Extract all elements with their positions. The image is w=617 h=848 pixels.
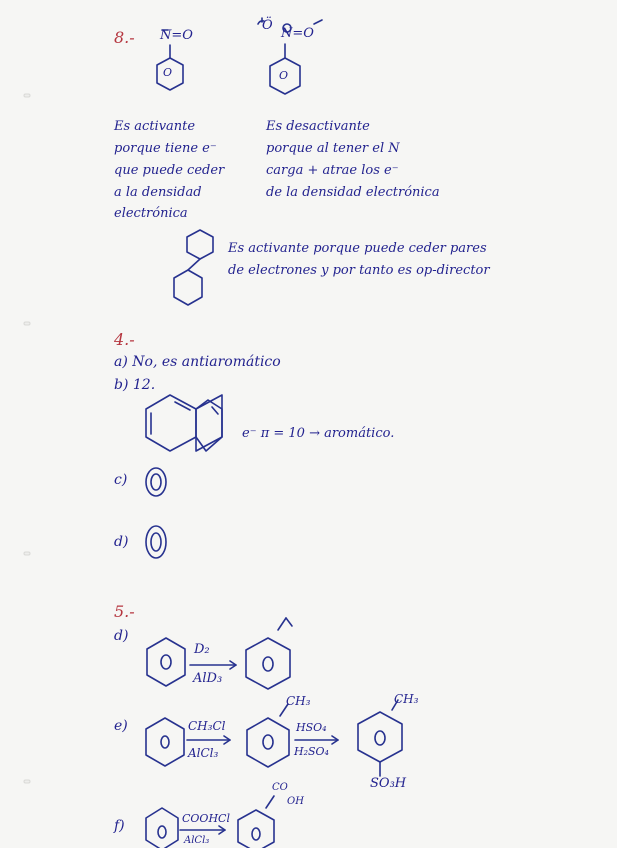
reaction-d-reagent-bottom: AlD₃ <box>193 671 223 686</box>
answer-4b: b) 12. <box>114 377 156 393</box>
reaction-e-product-ch3: CH₃ <box>286 694 311 708</box>
reaction-e-product2-ch3: CH₃ <box>394 692 419 706</box>
reaction-f-label: f) <box>114 818 125 834</box>
reaction-f-product-co: CO <box>272 782 288 793</box>
reaction-e-reagent2-bottom: H₂SO₄ <box>294 745 329 758</box>
reaction-d-reactant <box>147 638 185 686</box>
activante-line-2: porque tiene e⁻ <box>114 141 217 156</box>
binder-hole <box>24 780 30 783</box>
reaction-f-reagent-top: COOHCl <box>182 812 230 825</box>
ring-label: O <box>279 69 289 82</box>
d-structure <box>146 526 166 558</box>
naphthalene-structure <box>146 395 222 451</box>
biphenyl-line-2: de electrones y por tanto es op-director <box>228 263 490 278</box>
answer-4a: a) No, es antiaromático <box>114 354 281 370</box>
reaction-e-reagent-top: CH₃Cl <box>188 719 226 733</box>
reaction-e-product2-so3h: SO₃H <box>370 776 407 791</box>
reaction-d-reagent-top: D₂ <box>194 642 210 657</box>
ring-label: O <box>163 66 173 79</box>
reaction-e-reagent2-top: HSO₄ <box>296 721 327 734</box>
c-structure <box>146 468 166 496</box>
binder-hole <box>24 322 30 325</box>
reaction-d-label: d) <box>114 628 129 644</box>
answer-4d-label: d) <box>114 534 129 550</box>
charged-oxygen-label: Ö <box>262 18 273 33</box>
reaction-f-reactant <box>146 808 178 848</box>
reaction-f-reagent-bottom: AlCl₃ <box>184 835 210 846</box>
question-4-number: 4.- <box>114 330 135 349</box>
reaction-e-reactant <box>146 718 184 766</box>
biphenyl-line-1: Es activante porque puede ceder pares <box>228 241 487 256</box>
reaction-e-label: e) <box>114 718 128 734</box>
question-5-number: 5.- <box>114 602 135 621</box>
binder-hole <box>24 552 30 555</box>
charged-nitro-label: N=O <box>281 26 314 41</box>
biphenyl-structure <box>174 230 213 305</box>
reaction-f-product <box>238 796 274 848</box>
question-8-number: 8.- <box>114 28 135 47</box>
reaction-e-reagent-bottom: AlCl₃ <box>188 746 219 760</box>
reaction-f-product-oh: OH <box>287 796 304 807</box>
naphthalene-note: e⁻ π = 10 → aromático. <box>242 426 395 441</box>
answer-4c-label: c) <box>114 472 128 488</box>
nitroso-group-label: N=O <box>160 28 193 43</box>
reaction-e-product-2 <box>358 700 402 776</box>
activante-line-1: Es activante <box>114 119 196 134</box>
binder-hole <box>24 94 30 97</box>
activante-line-5: electrónica <box>114 206 188 221</box>
activante-line-4: a la densidad <box>114 185 202 200</box>
reaction-e-product <box>247 704 289 767</box>
reaction-d-product <box>246 618 292 689</box>
desactivante-line-4: de la densidad electrónica <box>266 185 440 200</box>
desactivante-line-3: carga + atrae los e⁻ <box>266 163 399 178</box>
desactivante-line-1: Es desactivante <box>266 119 370 134</box>
activante-line-3: que puede ceder <box>114 163 225 178</box>
desactivante-line-2: porque al tener el N <box>266 141 400 156</box>
